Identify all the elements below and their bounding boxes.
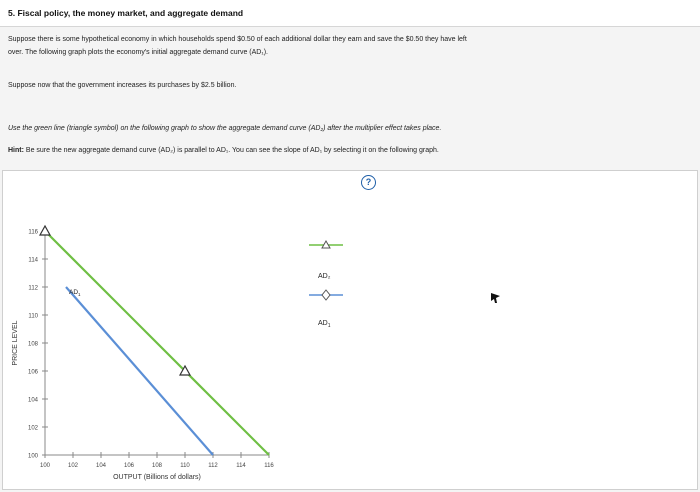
ad1-curve[interactable]: [66, 287, 213, 455]
x-axis-title: OUTPUT (Billions of dollars): [113, 474, 201, 481]
page-header: [0, 0, 700, 27]
hint-body: Be sure the new aggregate demand curve (AD₂) is parallel to AD₁. You can see the slope of AD₁ by selecting it on the following graph.: [25, 147, 439, 154]
graph-panel: [2, 170, 698, 490]
x-tick-label: 112: [208, 463, 218, 469]
x-tick-label: 110: [180, 463, 190, 469]
y-tick-label: 116: [28, 229, 38, 236]
diamond-marker-icon: [322, 290, 330, 300]
x-tick-label: 102: [67, 463, 79, 469]
cursor-icon: [491, 293, 500, 303]
palette-ad1-tool[interactable]: [309, 290, 343, 300]
y-tick-label: 104: [27, 397, 38, 404]
hint-label: Hint:: [8, 147, 24, 154]
palette-ad2-tool[interactable]: [309, 241, 343, 248]
ad2-triangle-point[interactable]: [40, 226, 50, 235]
y-tick-label: 102: [27, 425, 38, 432]
x-tick-label: 100: [39, 463, 51, 469]
y-tick-label: 110: [28, 313, 38, 320]
ad1-curve-label: $AD_1$: [69, 289, 81, 297]
y-tick-label: 114: [28, 257, 38, 264]
government-purchase-text: Suppose now that the government increases its purchases by $2.5 billion.: [8, 82, 237, 89]
instruction-text: Use the green line (triangle symbol) on the following graph to show the aggregate demand curve (AD₂) after the multiplier effect takes place.: [8, 125, 442, 132]
x-tick-label: 106: [123, 463, 135, 469]
ad2-curve[interactable]: [45, 231, 269, 455]
intro-line-2: over. The following graph plots the economy's initial aggregate demand curve (AD₁).: [8, 49, 268, 56]
hint-text: [8, 145, 439, 157]
x-tick-label: 114: [236, 463, 246, 469]
intro-line-1: Suppose there is some hypothetical economy in which households spend $0.50 of each additional dollar they earn and save the $0.50 they have left: [8, 36, 467, 43]
help-icon[interactable]: ?: [361, 175, 376, 190]
y-tick-label: 108: [27, 341, 38, 348]
y-tick-label: 112: [28, 285, 38, 292]
palette-ad2-label: AD₂: [318, 273, 331, 280]
x-tick-label: 104: [95, 463, 107, 469]
y-tick-label: 106: [27, 369, 38, 376]
y-tick-label: 100: [27, 453, 38, 460]
ad-graph[interactable]: [3, 171, 697, 489]
page-title: 5. Fiscal policy, the money market, and aggregate demand: [8, 8, 244, 18]
palette-ad1-label: $AD_1$: [318, 320, 331, 329]
y-axis-title: PRICE LEVEL: [12, 320, 19, 366]
x-tick-label: 108: [151, 463, 163, 469]
x-tick-label: 116: [264, 463, 274, 469]
